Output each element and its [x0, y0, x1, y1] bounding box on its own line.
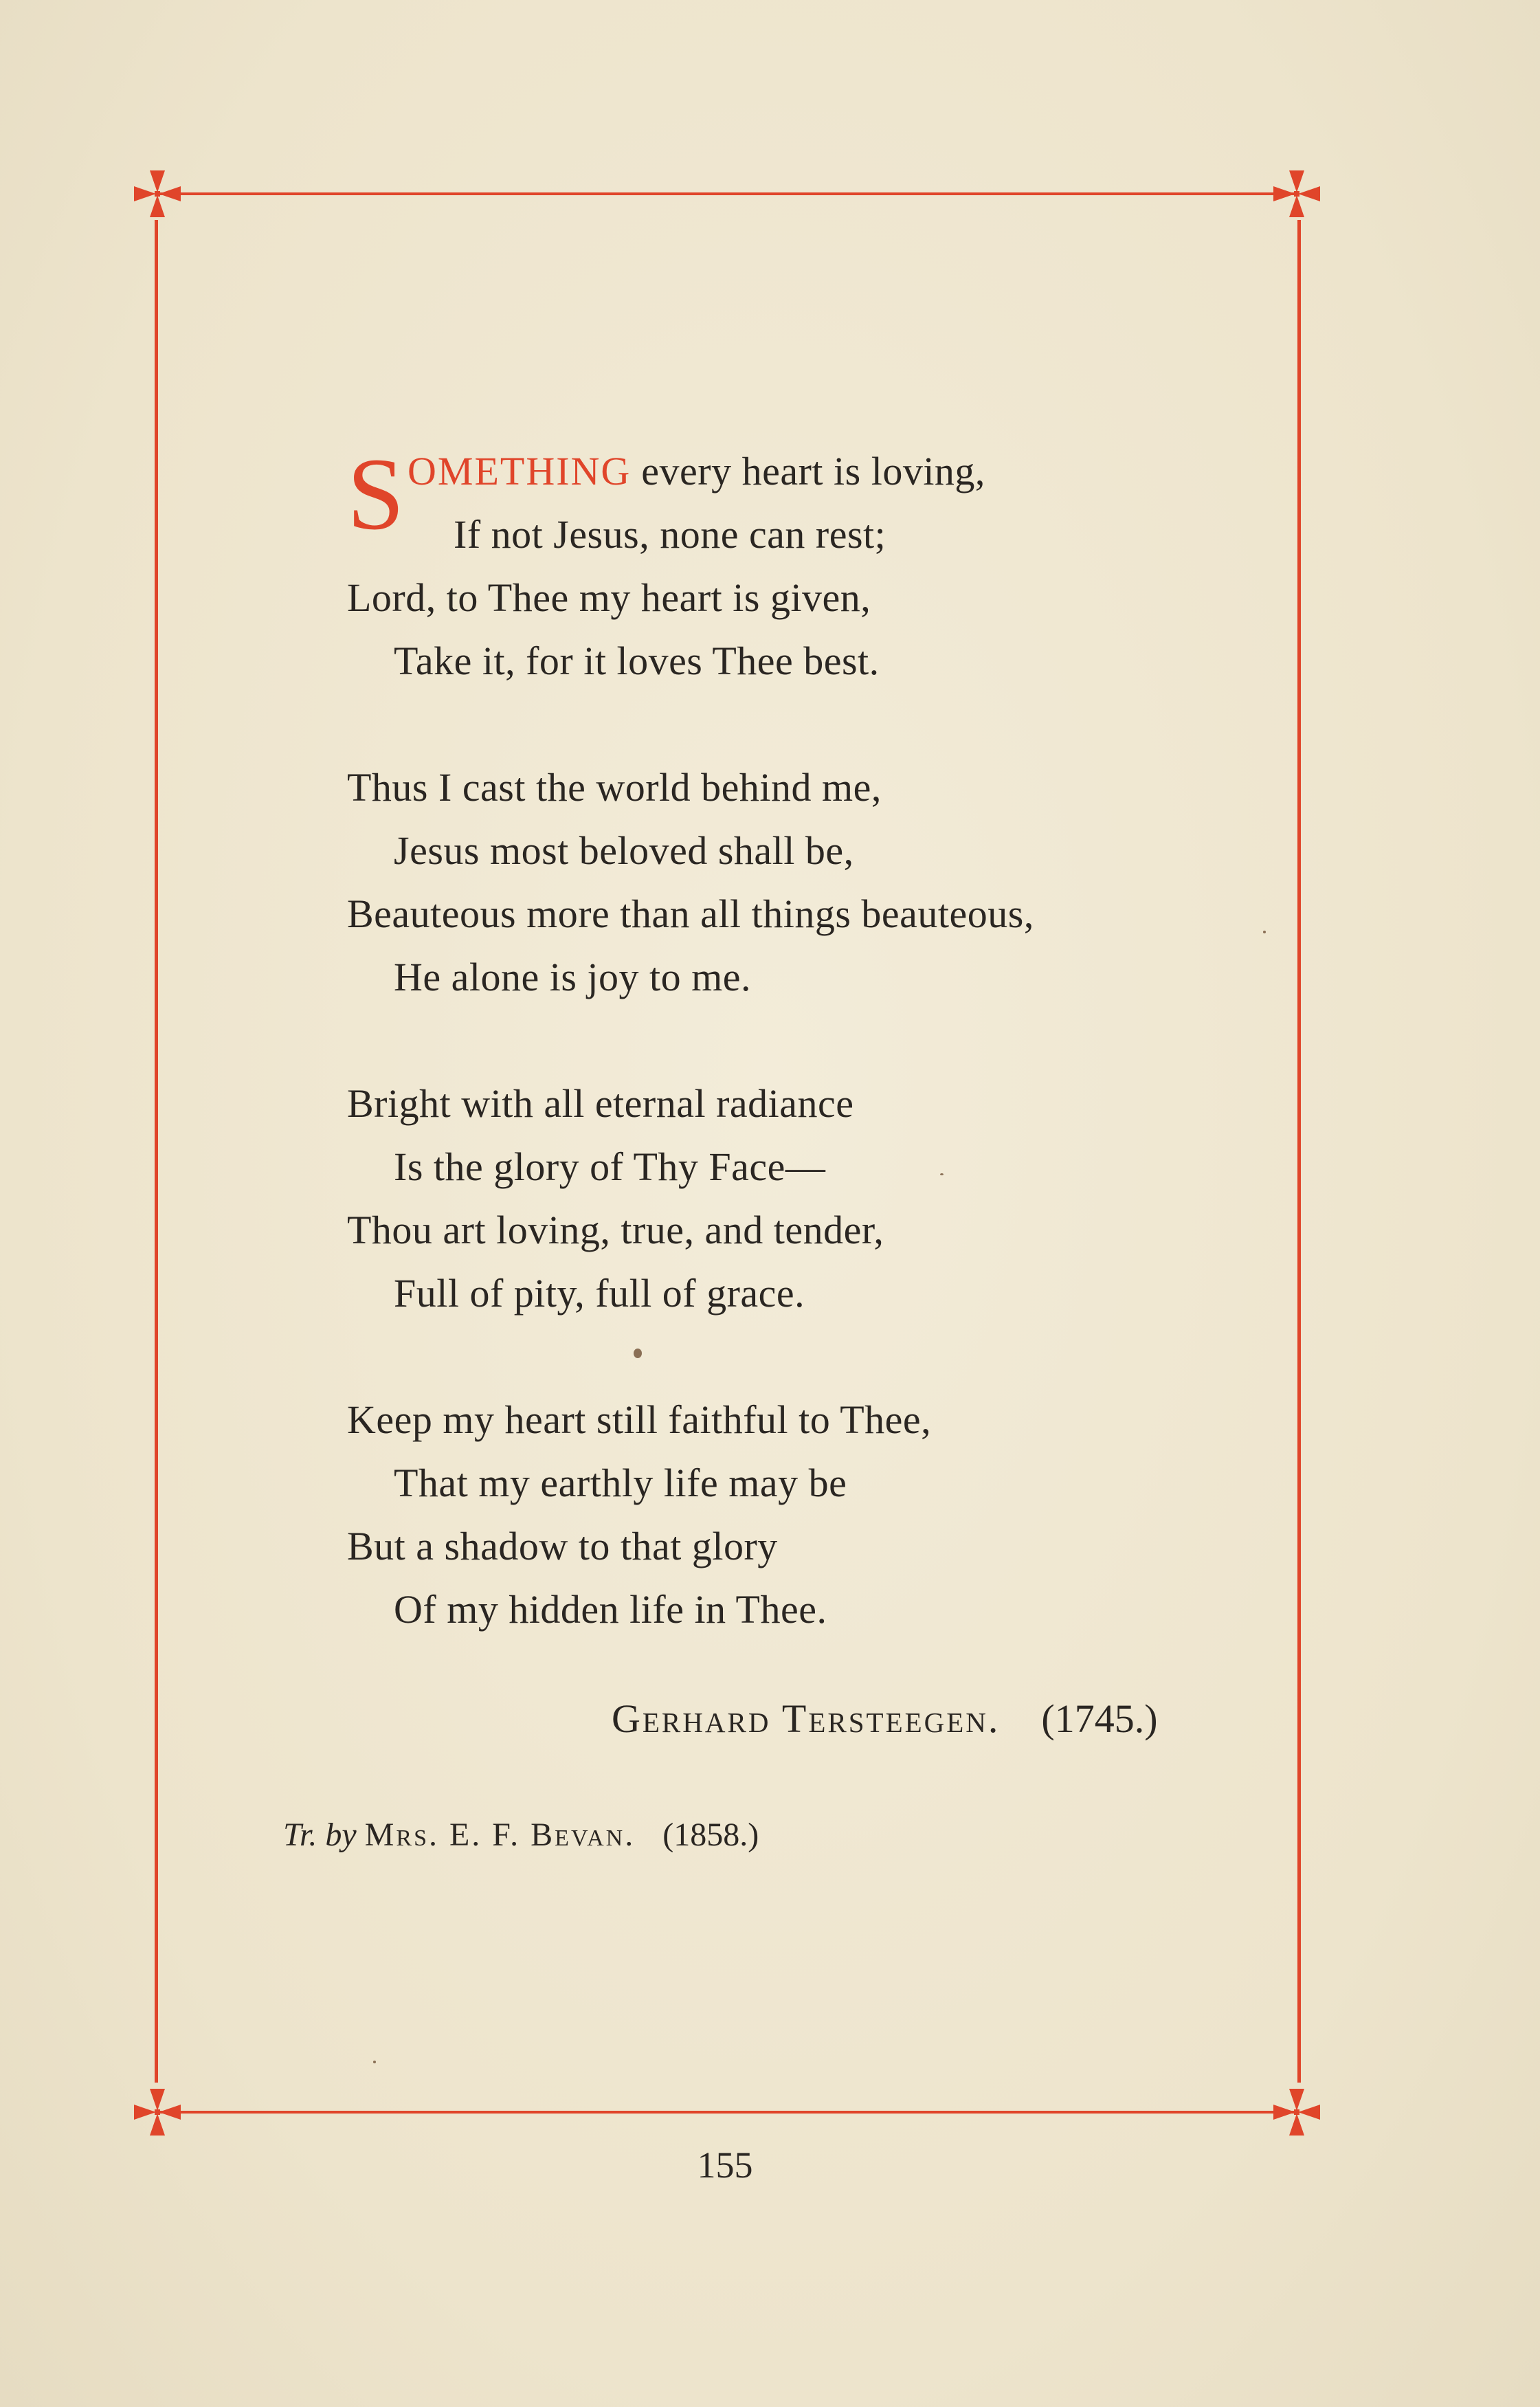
poem-line: Thou art loving, true, and tender,: [347, 1208, 884, 1252]
frame-rule-top: [157, 192, 1296, 195]
poem-line: Keep my heart still faithful to Thee,: [347, 1397, 932, 1442]
poem-line: But a shadow to that glory: [347, 1524, 778, 1568]
poem-line: Bright with all eternal radiance: [347, 1081, 854, 1126]
poem: [347, 437, 1261, 1641]
drop-cap: S: [347, 437, 405, 551]
poem-line: Jesus most beloved shall be,: [394, 828, 854, 873]
ink-speck: [940, 1173, 944, 1175]
poem-line: Beauteous more than all things beauteous,: [347, 891, 1034, 936]
maltese-cross-icon: [131, 168, 183, 220]
stanza-gap: [347, 693, 1261, 756]
page-number: 155: [697, 2144, 753, 2186]
translator-prefix: Tr. by: [283, 1817, 357, 1853]
translator-year: (1858.): [662, 1817, 759, 1853]
poem-line: Of my hidden life in Thee.: [394, 1587, 827, 1632]
maltese-cross-icon: [1271, 168, 1323, 220]
frame-rule-left: [155, 220, 158, 2083]
poem-line: Take it, for it loves Thee best.: [394, 639, 880, 683]
author-attribution: [612, 1687, 1158, 1751]
translator-name: Mrs. E. F. Bevan.: [364, 1817, 636, 1853]
frame-rule-right: [1297, 220, 1301, 2083]
poem-line: If not Jesus, none can rest;: [454, 512, 886, 557]
author-year: (1745.): [1041, 1696, 1158, 1741]
frame-rule-bottom: [157, 2111, 1296, 2114]
ink-speck: [373, 2061, 376, 2063]
poem-line: Full of pity, full of grace.: [394, 1271, 805, 1316]
opening-caps: OMETHING: [408, 449, 632, 493]
author-name: Gerhard Tersteegen.: [612, 1696, 1001, 1741]
poem-line: He alone is joy to me.: [394, 955, 752, 999]
opening-line-rest: every heart is loving,: [631, 449, 985, 493]
maltese-cross-icon: [131, 2086, 183, 2138]
poem-line: Lord, to Thee my heart is given,: [347, 575, 871, 620]
poem-line: Thus I cast the world behind me,: [347, 765, 882, 810]
stanza-gap: [347, 1325, 1261, 1388]
poem-line: That my earthly life may be: [394, 1461, 847, 1505]
ink-speck: [1263, 931, 1266, 933]
maltese-cross-icon: [1271, 2086, 1323, 2138]
translator-credit: [283, 1808, 759, 1863]
poem-line: Is the glory of Thy Face—: [394, 1144, 826, 1189]
ink-speck: [634, 1349, 642, 1358]
stanza-gap: [347, 1009, 1261, 1072]
